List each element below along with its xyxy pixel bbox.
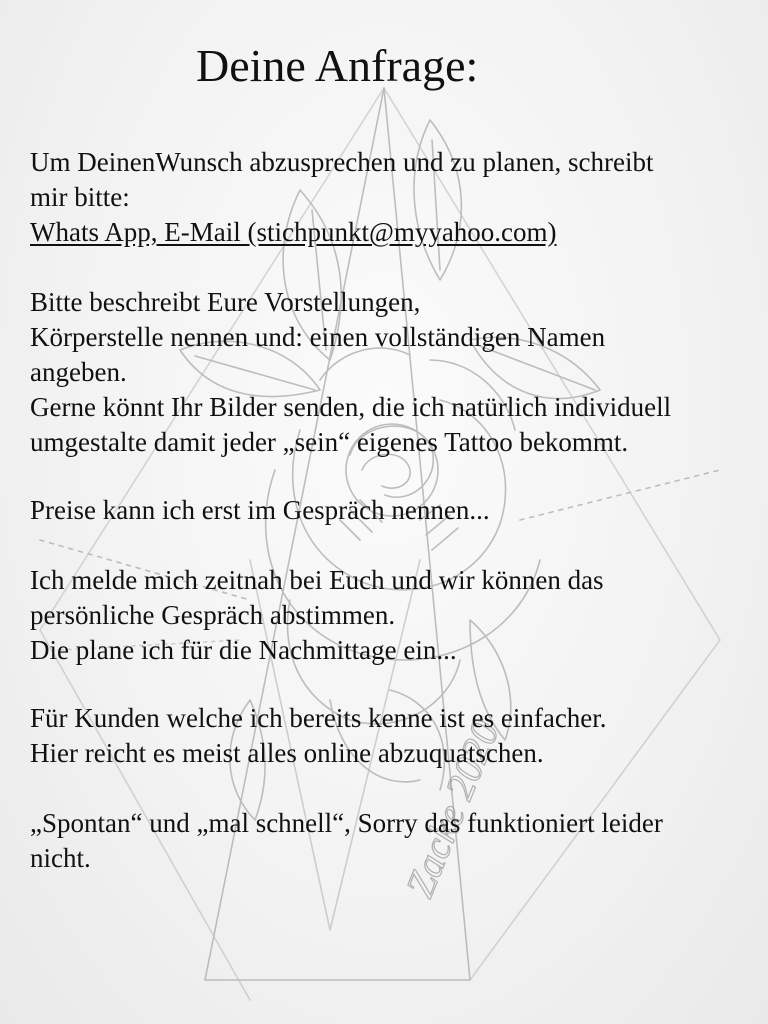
page-title: Deine Anfrage: <box>196 40 479 91</box>
text-line: Hier reicht es meist alles online abzuquatschen. <box>30 738 544 768</box>
text-line: angeben. <box>30 357 127 387</box>
text-line: umgestalte damit jeder „sein“ eigenes Tattoo bekommt. <box>30 427 629 457</box>
paragraph-customers <box>30 701 607 771</box>
text-line: Körperstelle nennen und: einen vollständigen Namen <box>30 322 606 352</box>
text-line: Preise kann ich erst im Gespräch nennen... <box>30 495 490 525</box>
text-line: persönliche Gespräch abstimmen. <box>30 600 396 630</box>
text-line: mir bitte: <box>30 182 130 212</box>
text-line: Gerne könnt Ihr Bilder senden, die ich natürlich individuell <box>30 392 672 422</box>
svg-text:Zacke 2020: Zacke 2020 <box>396 714 508 904</box>
paragraph-prices <box>30 493 490 528</box>
paragraph-spontaneous <box>30 806 663 876</box>
text-line: Bitte beschreibt Eure Vorstellungen, <box>30 287 421 317</box>
paragraph-description <box>30 285 671 460</box>
text-line: Um DeinenWunsch abzusprechen und zu planen, schreibt <box>30 147 654 177</box>
text-line: Ich melde mich zeitnah bei Euch und wir können das <box>30 565 604 595</box>
contact-info[interactable]: Whats App, E-Mail (stichpunkt@myyahoo.com) <box>30 217 557 247</box>
text-line: Für Kunden welche ich bereits kenne ist es einfacher. <box>30 703 607 733</box>
text-line: „Spontan“ und „mal schnell“, Sorry das funktioniert leider <box>30 808 663 838</box>
paragraph-contact <box>30 145 653 250</box>
text-line: nicht. <box>30 843 91 873</box>
text-line: Die plane ich für die Nachmittage ein... <box>30 635 457 665</box>
paragraph-appointment <box>30 563 604 668</box>
